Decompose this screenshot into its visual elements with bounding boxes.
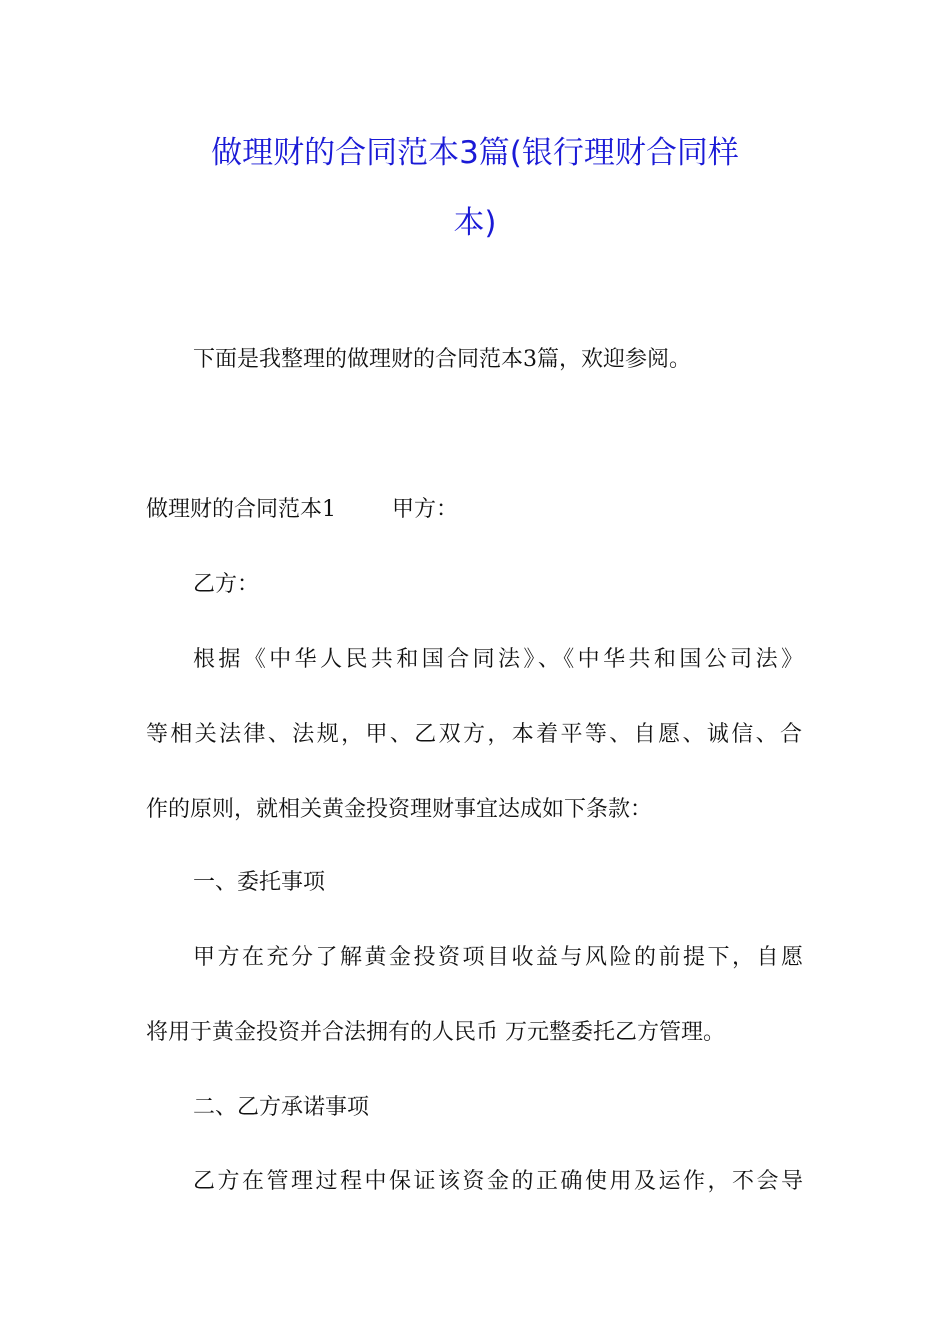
party-a-label: 甲方：: [392, 497, 459, 522]
title-line-1: 做理财的合同范本3篇(银行理财合同样: [211, 135, 739, 171]
clause-2-heading: 二、乙方承诺事项: [193, 1095, 370, 1120]
intro-paragraph: 下面是我整理的做理财的合同范本3篇，欢迎参阅。: [193, 347, 691, 372]
document-title: [140, 118, 810, 258]
section-1-heading: 做理财的合同范本1: [146, 497, 336, 522]
party-b-label: 乙方：: [193, 572, 260, 597]
clause1-line-2: 将用于黄金投资并合法拥有的人民币 万元整委托乙方管理。: [146, 1020, 725, 1045]
clause1-line-1: 甲方在充分了解黄金投资项目收益与风险的前提下，自愿: [193, 945, 803, 970]
para1-line-1: 根据《中华人民共和国合同法》、《中华共和国公司法》: [193, 647, 803, 672]
clause-1-heading: 一、委托事项: [193, 870, 326, 895]
para1-line-2: 等相关法律、法规，甲、乙双方，本着平等、自愿、诚信、合: [146, 722, 802, 747]
section-1-heading-line: [146, 495, 458, 525]
para1-line-3: 作的原则，就相关黄金投资理财事宜达成如下条款：: [146, 797, 653, 822]
title-line-2: 本): [453, 205, 497, 241]
clause2-line-1: 乙方在管理过程中保证该资金的正确使用及运作，不会导: [193, 1169, 803, 1194]
